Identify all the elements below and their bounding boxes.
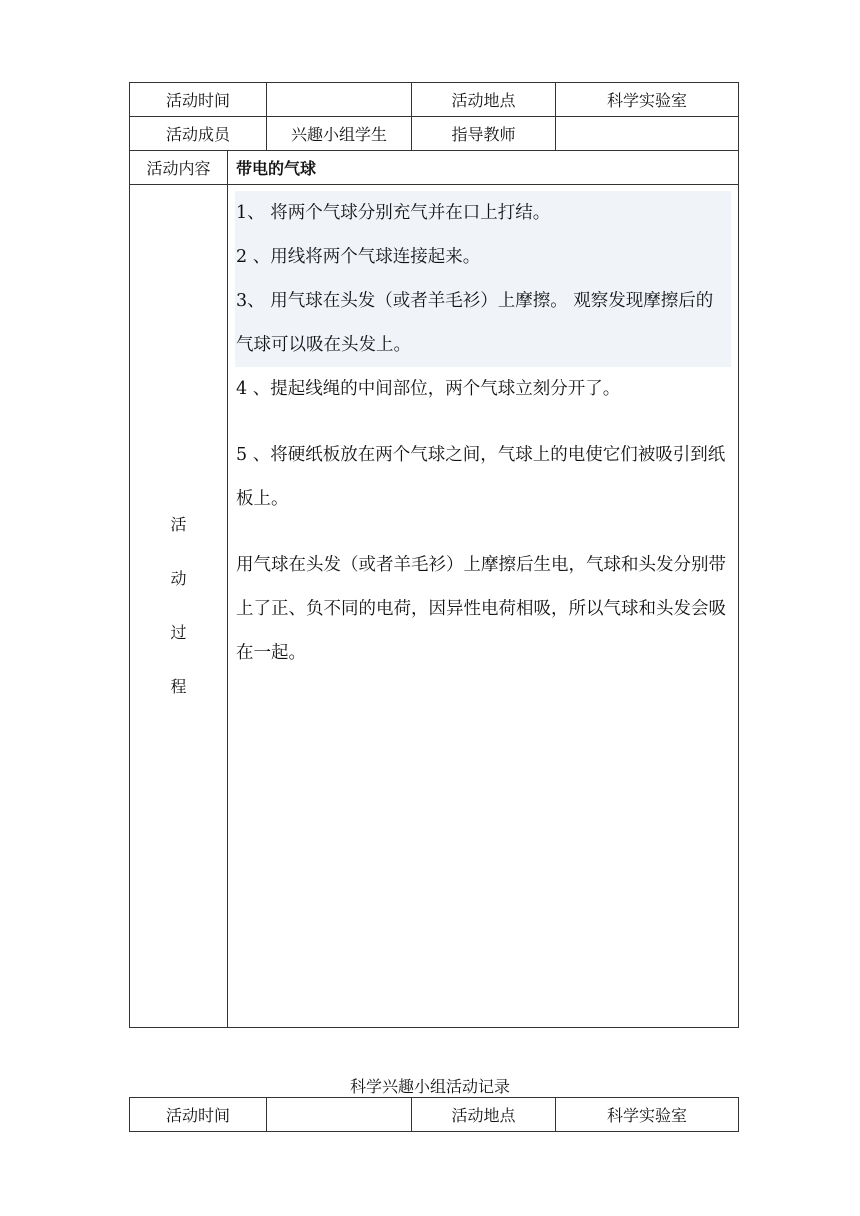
table-row [130,1098,739,1132]
step-4: 4 、提起线绳的中间部位，两个气球立刻分开了。 [236,379,621,399]
activity-time-label: 活动时间 [130,1098,267,1132]
process-label-char: 程 [170,677,187,696]
step-3: 3、 用气球在头发（或者羊毛衫）上摩擦。 观察发现摩擦后的气球可以吸在头发上。 [236,291,714,355]
step-1: 1、 将两个气球分别充气并在口上打结。 [236,203,551,223]
step-2: 2 、用线将两个气球连接起来。 [236,247,481,267]
teacher-label: 指导教师 [412,117,556,151]
activity-place-value: 科学实验室 [556,1098,739,1132]
activity-content-label: 活动内容 [130,151,228,185]
table-row [130,83,739,117]
activity-record-table-1 [129,82,739,1028]
step-5: 5 、将硬纸板放在两个气球之间，气球上的电使它们被吸引到纸板上。 [236,445,726,509]
activity-process-content [228,185,739,1028]
activity-members-label: 活动成员 [130,117,267,151]
activity-content-value: 带电的气球 [228,151,739,185]
process-label-char: 过 [170,623,187,642]
process-label-char: 动 [170,569,187,588]
activity-time-label: 活动时间 [130,83,267,117]
teacher-value [556,117,739,151]
activity-record-table-2 [129,1097,739,1132]
activity-process-label [130,185,228,1028]
activity-time-value [267,83,412,117]
activity-place-label: 活动地点 [412,83,556,117]
activity-members-value: 兴趣小组学生 [267,117,412,151]
activity-place-value: 科学实验室 [556,83,739,117]
explanation-paragraph: 用气球在头发（或者羊毛衫）上摩擦后生电，气球和头发分别带上了正、负不同的电荷，因异性电荷相吸，所以气球和头发会吸在一起。 [236,555,726,663]
table-row [130,117,739,151]
activity-place-label: 活动地点 [412,1098,556,1132]
activity-time-value [267,1098,412,1132]
process-label-char: 活 [170,515,187,534]
table-row [130,185,739,1028]
table-row [130,151,739,185]
record-title: 科学兴趣小组活动记录 [349,1077,510,1096]
